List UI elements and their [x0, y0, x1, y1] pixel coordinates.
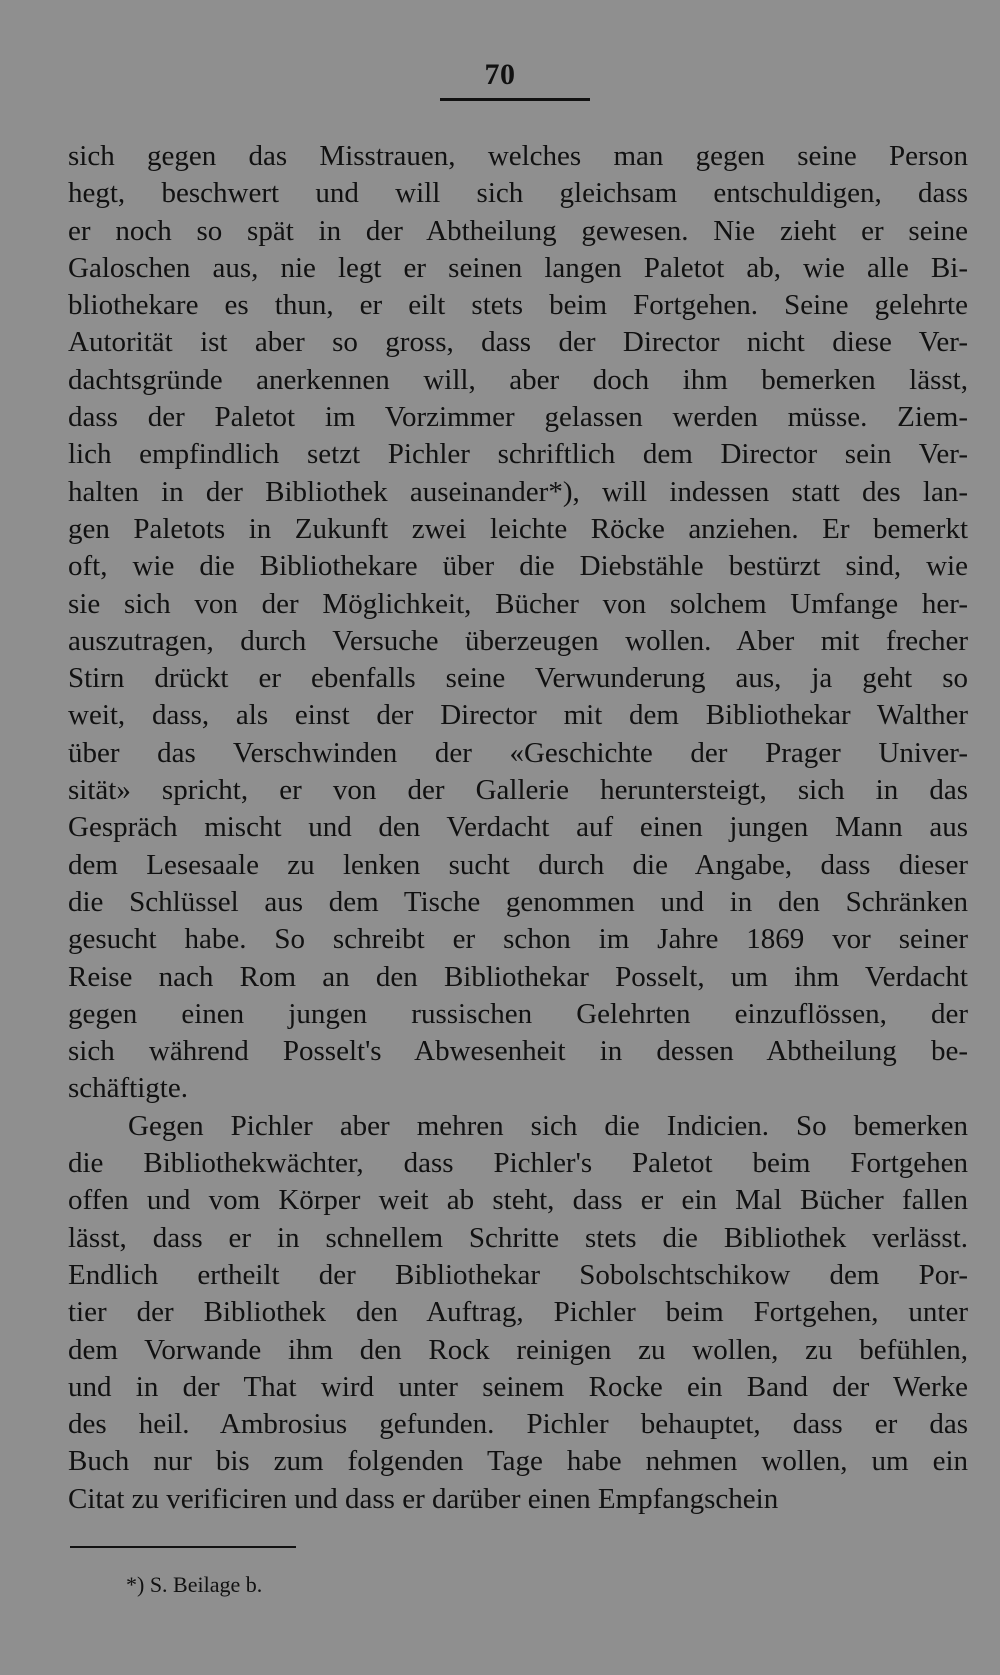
- text-line: weit, dass, als einst der Director mit dem Bibliothekar Walther: [68, 699, 968, 732]
- text-line: offen und vom Körper weit ab steht, dass er ein Mal Bücher fallen: [68, 1184, 968, 1217]
- text-line: sich gegen das Misstrauen, welches man gegen seine Person: [68, 140, 968, 172]
- footnote-rule: [70, 1546, 296, 1548]
- text-line: sich während Posselt's Abwesenheit in dessen Abtheilung be-: [68, 1035, 968, 1068]
- text-line: sie sich von der Möglichkeit, Bücher von solchem Umfange her-: [68, 587, 968, 620]
- text-line: Autorität ist aber so gross, dass der Director nicht diese Ver-: [68, 326, 968, 359]
- text-line: über das Verschwinden der «Geschichte der Prager Univer-: [68, 736, 968, 769]
- text-line: Gegen Pichler aber mehren sich die Indicien. So bemerken: [128, 1109, 968, 1142]
- footnote: *) S. Beilage b.: [126, 1572, 263, 1597]
- text-line: schäftigte.: [68, 1072, 188, 1105]
- text-line: Galoschen aus, nie legt er seinen langen Paletot ab, wie alle Bi-: [68, 251, 968, 284]
- text-line: die Schlüssel aus dem Tische genommen und in den Schränken: [68, 885, 968, 918]
- text-line: dachtsgründe anerkennen will, aber doch ihm bemerken lässt,: [68, 363, 968, 396]
- text-line: dem Lesesaale zu lenken sucht durch die Angabe, dass dieser: [68, 848, 968, 881]
- text-line: und in der That wird unter seinem Rocke ein Band der Werke: [68, 1370, 968, 1403]
- header-rule: [440, 98, 590, 101]
- text-line: auszutragen, durch Versuche überzeugen wollen. Aber mit frecher: [68, 624, 968, 657]
- text-line: die Bibliothekwächter, dass Pichler's Paletot beim Fortgehen: [68, 1147, 968, 1180]
- text-line: sität» spricht, er von der Gallerie heruntersteigt, sich in das: [68, 774, 968, 807]
- text-line: Endlich ertheilt der Bibliothekar Sobolschtschikow dem Por-: [68, 1258, 968, 1291]
- text-line: oft, wie die Bibliothekare über die Diebstähle bestürzt sind, wie: [68, 550, 968, 583]
- text-line: tier der Bibliothek den Auftrag, Pichler beim Fortgehen, unter: [68, 1296, 968, 1329]
- text-line: des heil. Ambrosius gefunden. Pichler behauptet, dass er das: [68, 1408, 968, 1441]
- text-line: gegen einen jungen russischen Gelehrten einzuflössen, der: [68, 997, 968, 1030]
- text-line: lich empfindlich setzt Pichler schriftlich dem Director sein Ver-: [68, 438, 968, 471]
- text-line: dass der Paletot im Vorzimmer gelassen werden müsse. Ziem-: [68, 401, 968, 434]
- text-line: Buch nur bis zum folgenden Tage habe nehmen wollen, um ein: [68, 1445, 968, 1478]
- text-line: Stirn drückt er ebenfalls seine Verwunderung aus, ja geht so: [68, 662, 968, 695]
- text-line: gen Paletots in Zukunft zwei leichte Röcke anziehen. Er bemerkt: [68, 512, 968, 545]
- text-line: halten in der Bibliothek auseinander*), will indessen statt des lan-: [68, 475, 968, 508]
- text-line: dem Vorwande ihm den Rock reinigen zu wollen, zu befühlen,: [68, 1333, 968, 1366]
- paragraph: [68, 1108, 968, 1518]
- text-line: hegt, beschwert und will sich gleichsam entschuldigen, dass: [68, 177, 968, 210]
- text-line: bliothekare es thun, er eilt stets beim Fortgehen. Seine gelehrte: [68, 289, 968, 322]
- text-line: gesucht habe. So schreibt er schon im Jahre 1869 vor seiner: [68, 923, 968, 956]
- text-line: lässt, dass er in schnellem Schritte stets die Bibliothek verlässt.: [68, 1221, 968, 1254]
- page-number: 70: [484, 58, 516, 91]
- text-line: er noch so spät in der Abtheilung gewesen. Nie zieht er seine: [68, 214, 968, 247]
- paragraph: [68, 138, 968, 1108]
- text-line: Gespräch mischt und den Verdacht auf einen jungen Mann aus: [68, 811, 968, 844]
- body-text: [68, 138, 968, 1518]
- text-line: Citat zu verificiren und dass er darüber einen Empfangschein: [68, 1482, 779, 1515]
- text-line: Reise nach Rom an den Bibliothekar Posselt, um ihm Verdacht: [68, 960, 968, 993]
